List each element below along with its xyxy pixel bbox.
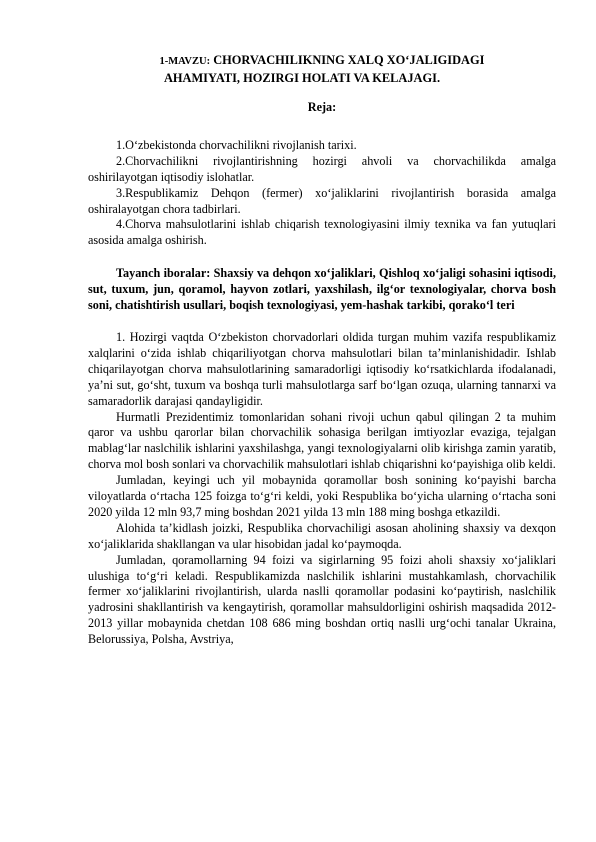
plan-item: 4.Chorva mahsulotlarini ishlab chiqarish texnologiyasini ilmiy texnika va fan yutuqlari asosida amalga oshirish. (88, 217, 556, 248)
body-paragraph: Jumladan, qoramollarning 94 foizi va sigirlarning 95 foizi aholi shaxsiy xo‘jaliklari ulushiga to‘g‘ri keladi. Respublikamizda naslchilik ishlarini mustahkamlash, chorvachilik fermer xo‘jaliklarini rivojlantirish, ularda naslli qoramollar podasini ko‘paytirish, naslchilik yadrosini shakllantirish va kengaytirish, qoramollar mahsuldorligini oshirish maqsadida 2012-2013 yillar mobaynida chetdan 108 686 ming boshdan ortiq naslli urg‘ochi tanalar Ukraina, Belorussiya, Polsha, Avstriya, (88, 552, 556, 647)
document-page (88, 52, 556, 648)
page-title (88, 52, 556, 86)
plan-heading: Reja: (307, 100, 337, 114)
body-text (88, 330, 556, 648)
body-paragraph: Alohida ta’kidlash joizki, Respublika chorvachiligi asosan aholining shaxsiy va dexqon xo‘jaliklarida shakllangan va ular hisobidan jadal ko‘paymoqda. (88, 520, 556, 551)
plan-item: 1.O‘zbekistonda chorvachilikni rivojlanish tarixi. (116, 137, 357, 152)
plan-item: 3.Respublikamiz Dehqon (fermer) xo‘jaliklarini rivojlantirish borasida amalga oshiralayotgan chora tadbirlari. (88, 185, 556, 216)
title-line-1-text: CHORVACHILIKNING XALQ XO‘JALIGIDAGI (213, 53, 485, 67)
body-paragraph: Jumladan, keyingi uch yil mobaynida qoramollar bosh sonining ko‘payishi barcha viloyatlarda o‘rtacha 125 foizga to‘g‘ri keldi, yoki Respublika bo‘yicha ularning o‘rtacha soni 2020 yilda 12 mln 93,7 ming boshdan 2021 yilda 13 mln 188 ming boshga etkazildi. (88, 473, 556, 519)
title-line-1 (88, 52, 556, 70)
body-paragraph: Hurmatli Prezidentimiz tomonlaridan sohani rivoji uchun qabul qilingan 2 ta muhim qaror va ushbu qarorlar bilan chorvachilik sohasiga berilgan imtiyozlar evaziga, tejalgan mablag‘lar naslchilik ishlarini yaxshilashga, yangi texnologiyalarni olib kirishga zamin yaratib, chorva mol bosh sonlari va chorvachilik mahsulotlari ishlab chiqarishni ko‘payishiga olib keldi. (88, 409, 556, 472)
plan-item: 2.Chorvachilikni rivojlantirishning hozirgi ahvoli va chorvachilikda amalga oshirilayotgan iqtisodiy islohatlar. (88, 153, 556, 184)
body-paragraph: 1. Hozirgi vaqtda O‘zbekiston chorvadorlari oldida turgan muhim vazifa respublikamiz xalqlarini o‘zida ishlab chiqariliyotgan chorva mahsulotlari bilan ta’minlanishidadir. Ishlab chiqarilayotgan chorva mahsulotlarining samaradorligi iqtisodiy ko‘rsatkichlarda ifodalanadi, ya’ni sut, go‘sht, tuxum va boshqa turli mahsulotlarga sarf bo‘lgan ozuqa, ularning tannarxi va samaradorlik darajasi qandayligidir. (88, 329, 556, 408)
keywords-paragraph: Tayanch iboralar: Shaxsiy va dehqon xo‘jaliklari, Qishloq xo‘jaligi sohasini iqtisodi, sut, tuxum, jun, qoramol, hayvon zotlari, yaxshilash, ilg‘or texnologiyalar, chorva bosh soni, chatishtirish usullari, boqish texnologiyasi, yem-hashak tarkibi, qorako‘l teri (88, 266, 556, 313)
title-line-2: AHAMIYATI, HOZIRGI HOLATI VA KELAJAGI. (163, 71, 441, 85)
plan-list (88, 138, 556, 249)
title-prefix: 1-MAVZU: (159, 56, 211, 67)
